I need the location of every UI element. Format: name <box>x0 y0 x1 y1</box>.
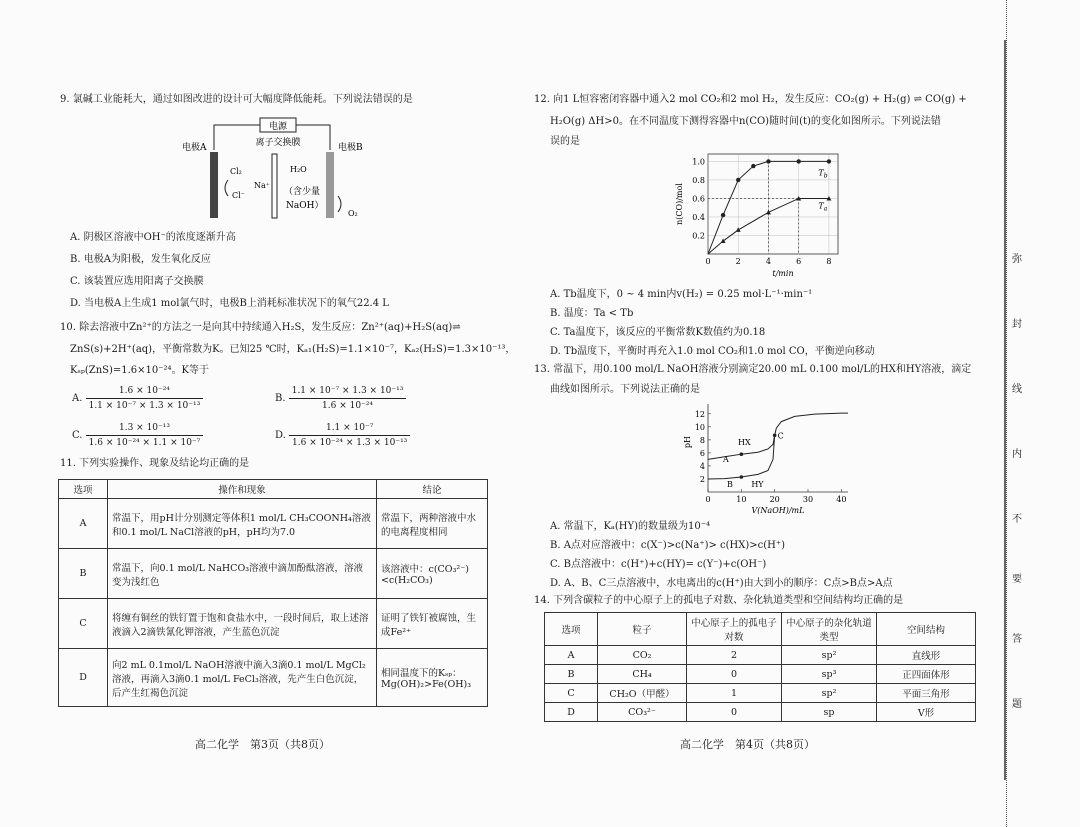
point-label-a: A <box>723 455 729 465</box>
q9-option-c: C. 该装置应选用阳离子交换膜 <box>70 276 204 287</box>
x-tick-label: 6 <box>796 257 802 266</box>
q12-option-b: B. 温度：Ta < Tb <box>550 308 634 319</box>
q12-line1: 12. 向1 L恒容密闭容器中通入2 mol CO₂和2 mol H₂，发生反应：CO₂(g) + H₂(g) ⇌ CO(g) + <box>534 94 967 105</box>
x-tick-label: 20 <box>769 495 780 504</box>
seal-char: 要 <box>1012 574 1022 585</box>
seal-char: 弥 <box>1012 254 1022 265</box>
electrode-b-label: 电极B <box>338 143 363 153</box>
data-point-A <box>740 452 744 456</box>
q10-line2: ZnS(s)+2H⁺(aq)，平衡常数为K。已知25 ℃时，Kₐ₁(H₂S)=1.1×10⁻⁷，Kₐ₂(H₂S)=1.3×10⁻¹³， <box>70 344 516 355</box>
cl-minus-label: Cl⁻ <box>232 191 245 200</box>
x-tick-label: 4 <box>765 257 772 266</box>
na-plus-label: Na⁺ <box>254 181 270 190</box>
y-tick-label: 6 <box>699 448 705 458</box>
table-row: A CO₂ 2 sp² 直线形 <box>545 646 976 665</box>
series-label-hy: HY <box>751 480 764 490</box>
seal-char: 题 <box>1012 699 1022 710</box>
table-row: A 常温下，用pH计分别测定等体积1 mol/L CH₃COONH₄溶液和0.1 mol/L NaCl溶液的pH，pH均为7.0 常温下，两种溶液中水的电离程度相同 <box>59 499 488 549</box>
q13-option-b: B. A点对应溶液中：c(X⁻)>c(Na⁺)> c(HX)>c(H⁺) <box>550 540 786 551</box>
ion-exchange-membrane <box>272 154 277 218</box>
q13-option-c: C. B点溶液中：c(H⁺)+c(HY)= c(Y⁻)+c(OH⁻) <box>550 559 767 570</box>
x-tick-label: 2 <box>735 257 741 266</box>
q9-electrolysis-diagram <box>170 112 390 224</box>
q10-line3: Kₛₚ(ZnS)=1.6×10⁻²⁴。K等于 <box>70 365 210 376</box>
x-axis-label: t/min <box>772 269 794 278</box>
q13-option-d: D. A、B、C三点溶液中，水电离出的c(H⁺)由大到小的顺序：C点>B点>A点 <box>550 578 893 589</box>
x-tick-label: 10 <box>736 495 747 504</box>
y-tick-label: 0.4 <box>692 212 705 222</box>
electrode-b <box>326 152 334 218</box>
y-tick-label: 0.8 <box>692 175 705 185</box>
y-tick-label: 10 <box>694 422 705 432</box>
table-row: D CO₃²⁻ 0 sp V形 <box>545 703 976 722</box>
data-point <box>736 227 741 232</box>
seal-char: 线 <box>1012 384 1022 395</box>
q10-option-d: D. $\frac{\text{1.1 × 10⁻⁷}}{\text{1.6 × 10⁻²⁴ × 1.3 × 10⁻¹³}}$ <box>275 421 410 450</box>
x-axis-label: V(NaOH)/mL <box>751 506 805 515</box>
q14-stem: 14. 下列含碳粒子的中心原子上的孤电子对数、杂化轨道类型和空间结构均正确的是 <box>534 595 904 606</box>
q12-line2: H₂O(g) ΔH>0。在不同温度下测得容器中n(CO)随时间(t)的变化如图所示。下列说法错 <box>550 116 941 127</box>
q9-option-a: A. 阴极区溶液中OH⁻的浓度逐渐升高 <box>70 232 236 243</box>
naoh-label-2: NaOH） <box>286 201 324 211</box>
q12-option-a: A. Tb温度下，0 ~ 4 min内v(H₂) = 0.25 mol·L⁻¹·min⁻¹ <box>550 289 813 300</box>
x-tick-label: 40 <box>836 495 847 504</box>
q13-chart <box>670 400 860 516</box>
seal-char: 内 <box>1012 449 1022 460</box>
o2-label: O₂ <box>348 209 358 218</box>
q13-option-a: A. 常温下，Kₐ(HY)的数量级为10⁻⁴ <box>550 521 711 532</box>
right-page-footer: 高二化学 第4页（共8页） <box>680 738 815 751</box>
y-tick-label: 2 <box>699 474 705 484</box>
point-label-c: C <box>777 431 784 441</box>
series-label-hx: HX <box>738 438 751 448</box>
y-tick-label: 1.0 <box>692 157 705 167</box>
power-label: 电源 <box>268 122 288 132</box>
data-point-B <box>740 475 744 479</box>
table-header-row: 选项 操作和现象 结论 <box>59 480 488 499</box>
electrode-a-label: 电极A <box>182 143 207 153</box>
x-tick-label: 8 <box>826 257 832 266</box>
electrode-a <box>210 152 218 218</box>
table-header-row: 选项 粒子 中心原子上的孤电子对数 中心原子的杂化轨道类型 空间结构 <box>545 613 976 646</box>
q11-table <box>58 479 488 707</box>
q11-stem: 11. 下列实验操作、现象及结论均正确的是 <box>60 458 250 469</box>
y-axis-label: pH <box>683 435 692 449</box>
naoh-label-1: （含少量 <box>284 187 321 197</box>
q9-stem: 9. 氯碱工业能耗大，通过如图改进的设计可大幅度降低能耗。下列说法错误的是 <box>60 94 413 105</box>
seal-char: 封 <box>1012 319 1022 330</box>
q13-line2: 曲线如图所示。下列说法正确的是 <box>550 384 700 395</box>
seal-char: 不 <box>1012 514 1022 525</box>
table-row: C CH₂O（甲醛） 1 sp² 平面三角形 <box>545 684 976 703</box>
data-point <box>796 159 800 163</box>
q12-chart <box>670 148 860 286</box>
y-tick-label: 0.6 <box>692 194 705 204</box>
y-tick-label: 12 <box>694 409 705 419</box>
table-row: B CH₄ 0 sp³ 正四面体形 <box>545 665 976 684</box>
left-page-footer: 高二化学 第3页（共8页） <box>195 738 330 751</box>
h2o-label: H₂O <box>290 165 307 174</box>
y-axis-label: n(CO)/mol <box>675 183 684 225</box>
data-point-C <box>773 433 777 437</box>
q9-option-d: D. 当电极A上生成1 mol氯气时，电极B上消耗标准状况下的氧气22.4 L <box>70 298 389 309</box>
q10-option-b: B. $\frac{\text{1.1 × 10⁻⁷ × 1.3 × 10⁻¹³}}{\text{1.6 × 10⁻²⁴}}$ <box>275 384 406 413</box>
table-row: D 向2 mL 0.1mol/L NaOH溶液中滴入3滴0.1 mol/L MgCl₂溶液，再滴入3滴0.1 mol/L FeCl₃溶液，先产生白色沉淀，后产生红褐色沉淀 相同温度下的Kₛₚ：Mg(OH)₂>Fe(OH)₃ <box>59 649 488 707</box>
y-tick-label: 4 <box>699 461 705 471</box>
x-tick-label: 0 <box>705 257 711 266</box>
q12-option-d: D. Tb温度下，平衡时再充入1.0 mol CO₂和1.0 mol CO，平衡逆向移动 <box>550 346 875 357</box>
seal-char: 答 <box>1012 634 1022 645</box>
data-point <box>751 164 755 168</box>
q10-line1: 10. 除去溶液中Zn²⁺的方法之一是向其中持续通入H₂S，发生反应：Zn²⁺(aq)+H₂S(aq)⇌ <box>60 322 461 333</box>
q12-option-c: C. Ta温度下，该反应的平衡常数K数值约为0.18 <box>550 327 766 338</box>
right-page <box>520 0 990 827</box>
q13-line1: 13. 常温下，用0.100 mol/L NaOH溶液分别滴定20.00 mL 0.100 mol/L的HX和HY溶液，滴定 <box>534 364 972 375</box>
x-tick-label: 0 <box>705 495 711 504</box>
series-label-ta: $T_a$ <box>818 201 828 213</box>
q10-option-c: C. $\frac{\text{1.3 × 10⁻¹³}}{\text{1.6 × 10⁻²⁴ × 1.1 × 10⁻⁷}}$ <box>72 421 203 450</box>
data-point <box>736 178 740 182</box>
y-tick-label: 8 <box>699 435 705 445</box>
data-point <box>827 159 831 163</box>
point-label-b: B <box>727 480 733 490</box>
y-tick-label: 0.2 <box>692 231 705 241</box>
table-row: C 将缠有铜丝的铁钉置于饱和食盐水中，一段时间后，取上述溶液滴入2滴铁氰化钾溶液，产生蓝色沉淀 证明了铁钉被腐蚀，生成Fe²⁺ <box>59 599 488 649</box>
membrane-label: 离子交换膜 <box>255 138 301 148</box>
data-point <box>766 210 771 215</box>
left-page <box>0 0 516 827</box>
data-point <box>721 213 725 217</box>
q10-option-a: A. $\frac{\text{1.6 × 10⁻²⁴}}{\text{1.1 × 10⁻⁷ × 1.3 × 10⁻¹³}}$ <box>72 384 203 413</box>
x-tick-label: 30 <box>802 495 814 504</box>
q12-line3: 误的是 <box>550 136 580 147</box>
cl2-label: Cl₂ <box>230 167 242 176</box>
q9-option-b: B. 电极A为阳极，发生氧化反应 <box>70 254 211 265</box>
data-point <box>766 159 770 163</box>
table-row: B 常温下，向0.1 mol/L NaHCO₃溶液中滴加酚酞溶液，溶液变为浅红色 该溶液中：c(CO₃²⁻)<c(H₂CO₃) <box>59 549 488 599</box>
series-label-tb: $T_b$ <box>818 168 828 180</box>
q14-table <box>544 612 976 722</box>
